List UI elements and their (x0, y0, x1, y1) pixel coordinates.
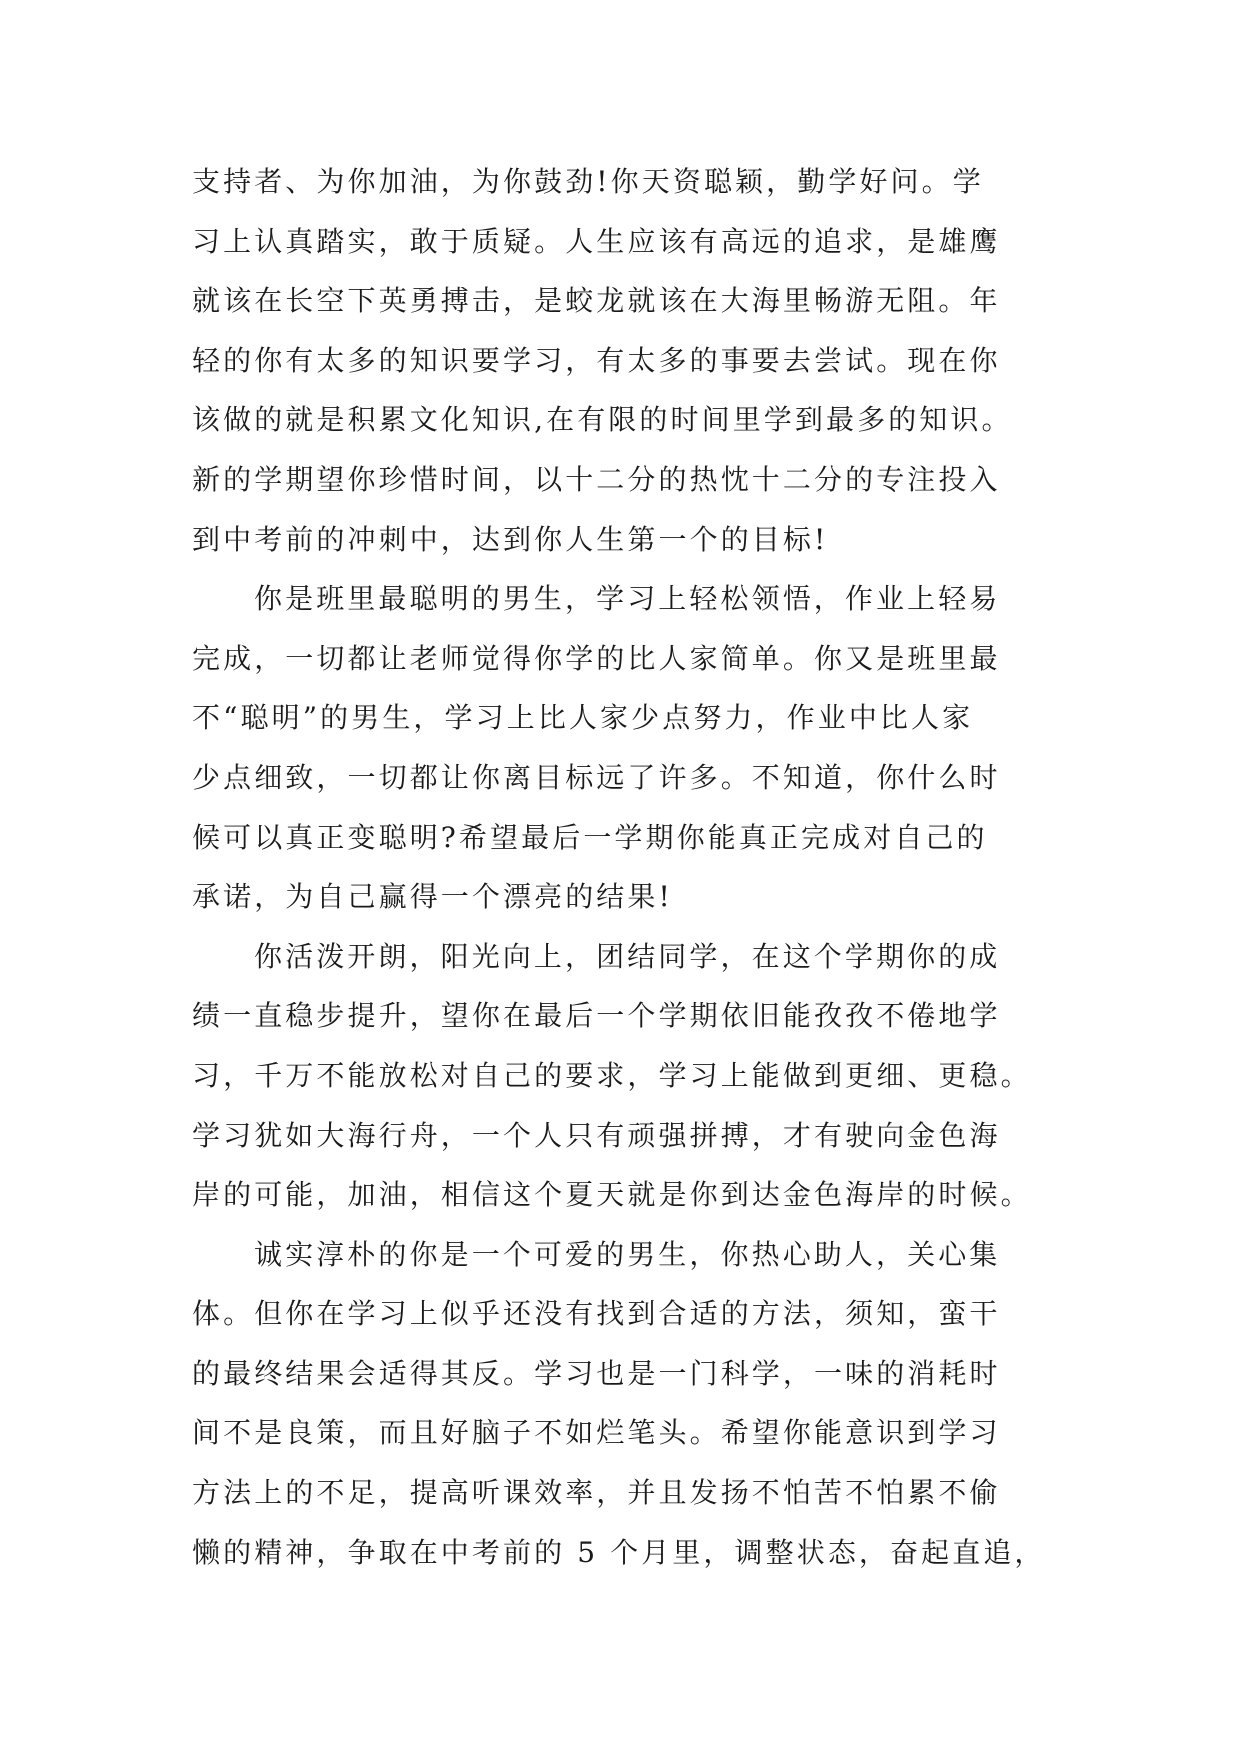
text-line: 体。但你在学习上似乎还没有找到合适的方法，须知，蛮干 (192, 1297, 1001, 1331)
text-line: 岸的可能，加油，相信这个夏天就是你到达金色海岸的时候。 (192, 1178, 1032, 1212)
text-line: 就该在长空下英勇搏击，是蛟龙就该在大海里畅游无阻。年 (192, 284, 1001, 318)
text-line: 不“聪明”的男生，学习上比人家少点努力，作业中比人家 (192, 701, 974, 735)
paragraph-first-line: 诚实淳朴的你是一个可爱的男生，你热心助人，关心集 (254, 1237, 1001, 1271)
text-line: 候可以真正变聪明?希望最后一学期你能真正完成对自己的 (192, 820, 988, 854)
paragraph-first-line: 你是班里最聪明的男生，学习上轻松领悟，作业上轻易 (254, 582, 1001, 616)
document-body (192, 152, 1056, 1582)
text-line: 支持者、为你加油，为你鼓劲!你天资聪颖，勤学好问。学 (192, 165, 984, 198)
text-line: 到中考前的冲刺中，达到你人生第一个的目标! (192, 522, 829, 556)
text-line: 方法上的不足，提高听课效率，并且发扬不怕苦不怕累不偷 (192, 1476, 1001, 1510)
text-line: 懒的精神，争取在中考前的 5 个月里，调整状态，奋起直追， (192, 1535, 1046, 1569)
text-line: 轻的你有太多的知识要学习，有太多的事要去尝试。现在你 (192, 343, 1001, 377)
text-line: 绩一直稳步提升，望你在最后一个学期依旧能孜孜不倦地学 (192, 999, 1001, 1033)
text-line: 学习犹如大海行舟，一个人只有顽强拼搏，才有驶向金色海 (192, 1118, 1001, 1152)
text-line: 该做的就是积累文化知识,在有限的时间里学到最多的知识。 (192, 403, 1013, 437)
paragraph-first-line: 你活泼开朗，阳光向上，团结同学，在这个学期你的成 (254, 939, 1001, 973)
text-line: 习上认真踏实，敢于质疑。人生应该有高远的追求，是雄鹰 (192, 224, 1001, 258)
text-line: 新的学期望你珍惜时间，以十二分的热忱十二分的专注投入 (192, 462, 1001, 496)
text-line: 的最终结果会适得其反。学习也是一门科学，一味的消耗时 (192, 1356, 1001, 1390)
text-line: 少点细致，一切都让你离目标远了许多。不知道，你什么时 (192, 760, 1001, 794)
text-line: 习，千万不能放松对自己的要求，学习上能做到更细、更稳。 (192, 1058, 1032, 1092)
text-line: 承诺，为自己赢得一个漂亮的结果! (192, 880, 673, 914)
text-line: 间不是良策，而且好脑子不如烂笔头。希望你能意识到学习 (192, 1416, 1001, 1450)
text-line: 完成，一切都让老师觉得你学的比人家简单。你又是班里最 (192, 641, 1001, 675)
